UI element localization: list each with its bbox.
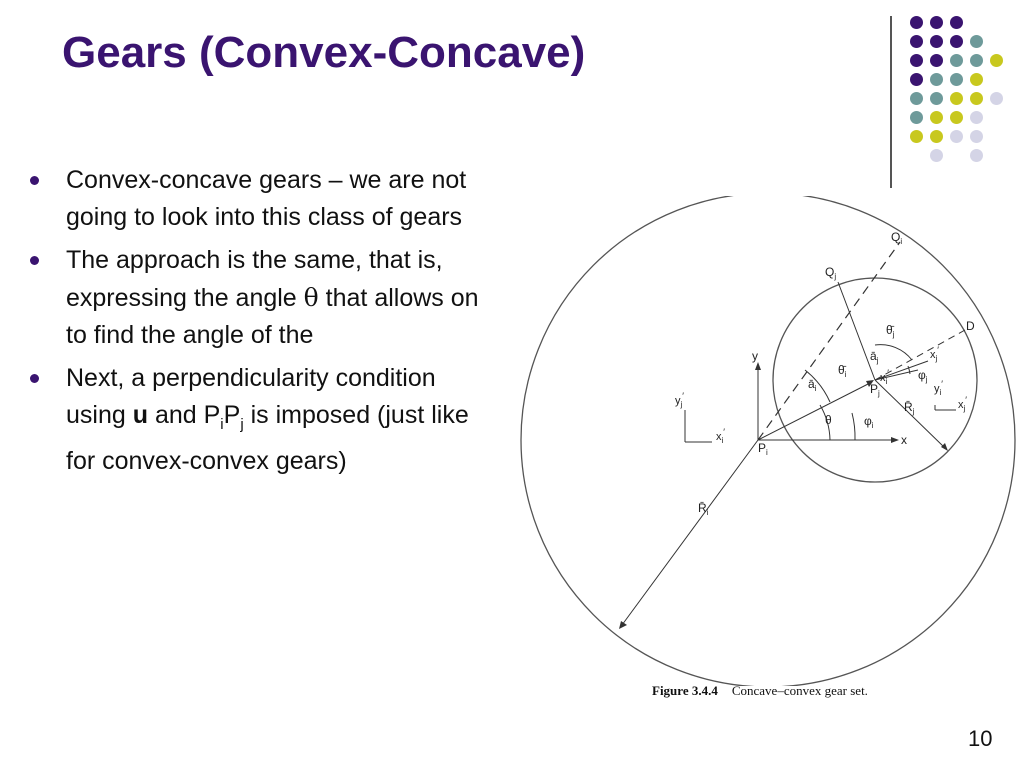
decor-dot: [910, 73, 923, 86]
bullet-item: [30, 162, 490, 236]
label-d: D: [966, 319, 975, 333]
label-y: y: [752, 349, 758, 363]
bullet-text: that allows on to find the angle of the: [66, 284, 479, 349]
slide-title: Gears (Convex-Concave): [62, 28, 586, 77]
label-pj: $P_j$: [870, 382, 880, 398]
label-theta-j: $\thetā_j$: [886, 323, 895, 339]
page-number: 10: [968, 726, 993, 751]
label-qj: $Q_j$: [825, 265, 837, 281]
bullet-item: [30, 242, 490, 354]
decor-dot: [930, 16, 943, 29]
bullet-dot: [30, 176, 39, 185]
decor-dot: [930, 73, 943, 86]
bullet-dot: [30, 374, 39, 383]
decor-dot: [990, 54, 1003, 67]
label-theta: θ: [825, 413, 832, 427]
label-a-i: $ā_i$: [808, 377, 817, 393]
figure-caption-label: Figure 3.4.4: [652, 683, 718, 698]
bullet-text: and P: [148, 401, 221, 429]
outer-gear-circle: [521, 196, 1015, 686]
bullet-dot: [30, 256, 39, 265]
theta-symbol: θ: [303, 283, 319, 312]
decor-dot: [950, 73, 963, 86]
decor-dot: [950, 16, 963, 29]
label-phi-j: $\varphi_j$: [918, 368, 928, 384]
bullet-text: Next, a perpendicularity condition using: [66, 364, 436, 429]
label-xi-prime-left: $x_i'$: [716, 427, 725, 445]
bullet-item: [30, 360, 490, 480]
bullet-text: The approach is the same, that is, expressing the angle: [66, 246, 443, 312]
angle-theta-j-arc: [875, 345, 912, 360]
decor-dot: [970, 111, 983, 124]
decor-dot: [910, 130, 923, 143]
bullet-text: P: [223, 401, 241, 429]
decor-dot: [930, 35, 943, 48]
label-theta-i: $\thetā_i$: [838, 363, 847, 379]
bullet-list: [30, 162, 490, 486]
subscript: j: [240, 416, 244, 433]
arrow-rj: [941, 443, 948, 451]
vector-ri: [622, 440, 758, 625]
gear-diagram: [500, 196, 1020, 686]
subscript: i: [220, 416, 224, 433]
decor-dot: [950, 111, 963, 124]
decor-dot: [930, 130, 943, 143]
decor-dot: [910, 54, 923, 67]
bullet-text: Convex-concave gears – we are not going to look into this class of gears: [66, 166, 467, 231]
x-axis-arrow: [891, 437, 899, 443]
label-xi-prime: $x_i'$: [880, 368, 889, 386]
divider-line: [890, 16, 892, 188]
decor-dot: [930, 111, 943, 124]
label-xj-prime-right: $x_j'$: [958, 395, 967, 413]
decor-dot: [930, 92, 943, 105]
decor-dot: [990, 92, 1003, 105]
decor-dot: [950, 54, 963, 67]
label-xj-prime: $x_j'$: [930, 345, 939, 363]
decor-dot: [970, 92, 983, 105]
decor-dot: [930, 54, 943, 67]
label-r-j: $R̄_j$: [904, 400, 915, 416]
label-phi-i: $\varphi_i$: [864, 414, 874, 430]
label-pi: $P_i$: [758, 441, 768, 457]
decor-dot: [950, 35, 963, 48]
label-yi-prime: $y_i'$: [934, 379, 943, 397]
label-qi: $Q_i$: [891, 230, 903, 246]
decor-dot: [970, 149, 983, 162]
decor-dot: [950, 130, 963, 143]
decor-dot: [910, 92, 923, 105]
decor-dot: [950, 92, 963, 105]
label-x: x: [901, 433, 907, 447]
y-axis-arrow: [755, 362, 761, 370]
bullet-text: is imposed (just like for convex-convex gears): [66, 401, 469, 475]
decor-dot: [910, 16, 923, 29]
arrow-ri: [619, 621, 627, 629]
decor-dot: [970, 54, 983, 67]
decor-dot: [930, 149, 943, 162]
decor-dot: [910, 35, 923, 48]
decor-dot: [970, 130, 983, 143]
label-a-j: $ā_j$: [870, 349, 879, 365]
decor-dot: [970, 35, 983, 48]
angle-phi-i-arc: [852, 413, 855, 440]
u-vector-bold: u: [132, 401, 148, 429]
decor-dot: [970, 73, 983, 86]
label-yj-prime-left: $y_j'$: [675, 391, 684, 409]
label-r-i: $R̄_i$: [698, 501, 709, 517]
decor-dot: [910, 111, 923, 124]
figure-caption-text: Concave–convex gear set.: [731, 683, 868, 698]
figure-caption: [652, 683, 868, 699]
